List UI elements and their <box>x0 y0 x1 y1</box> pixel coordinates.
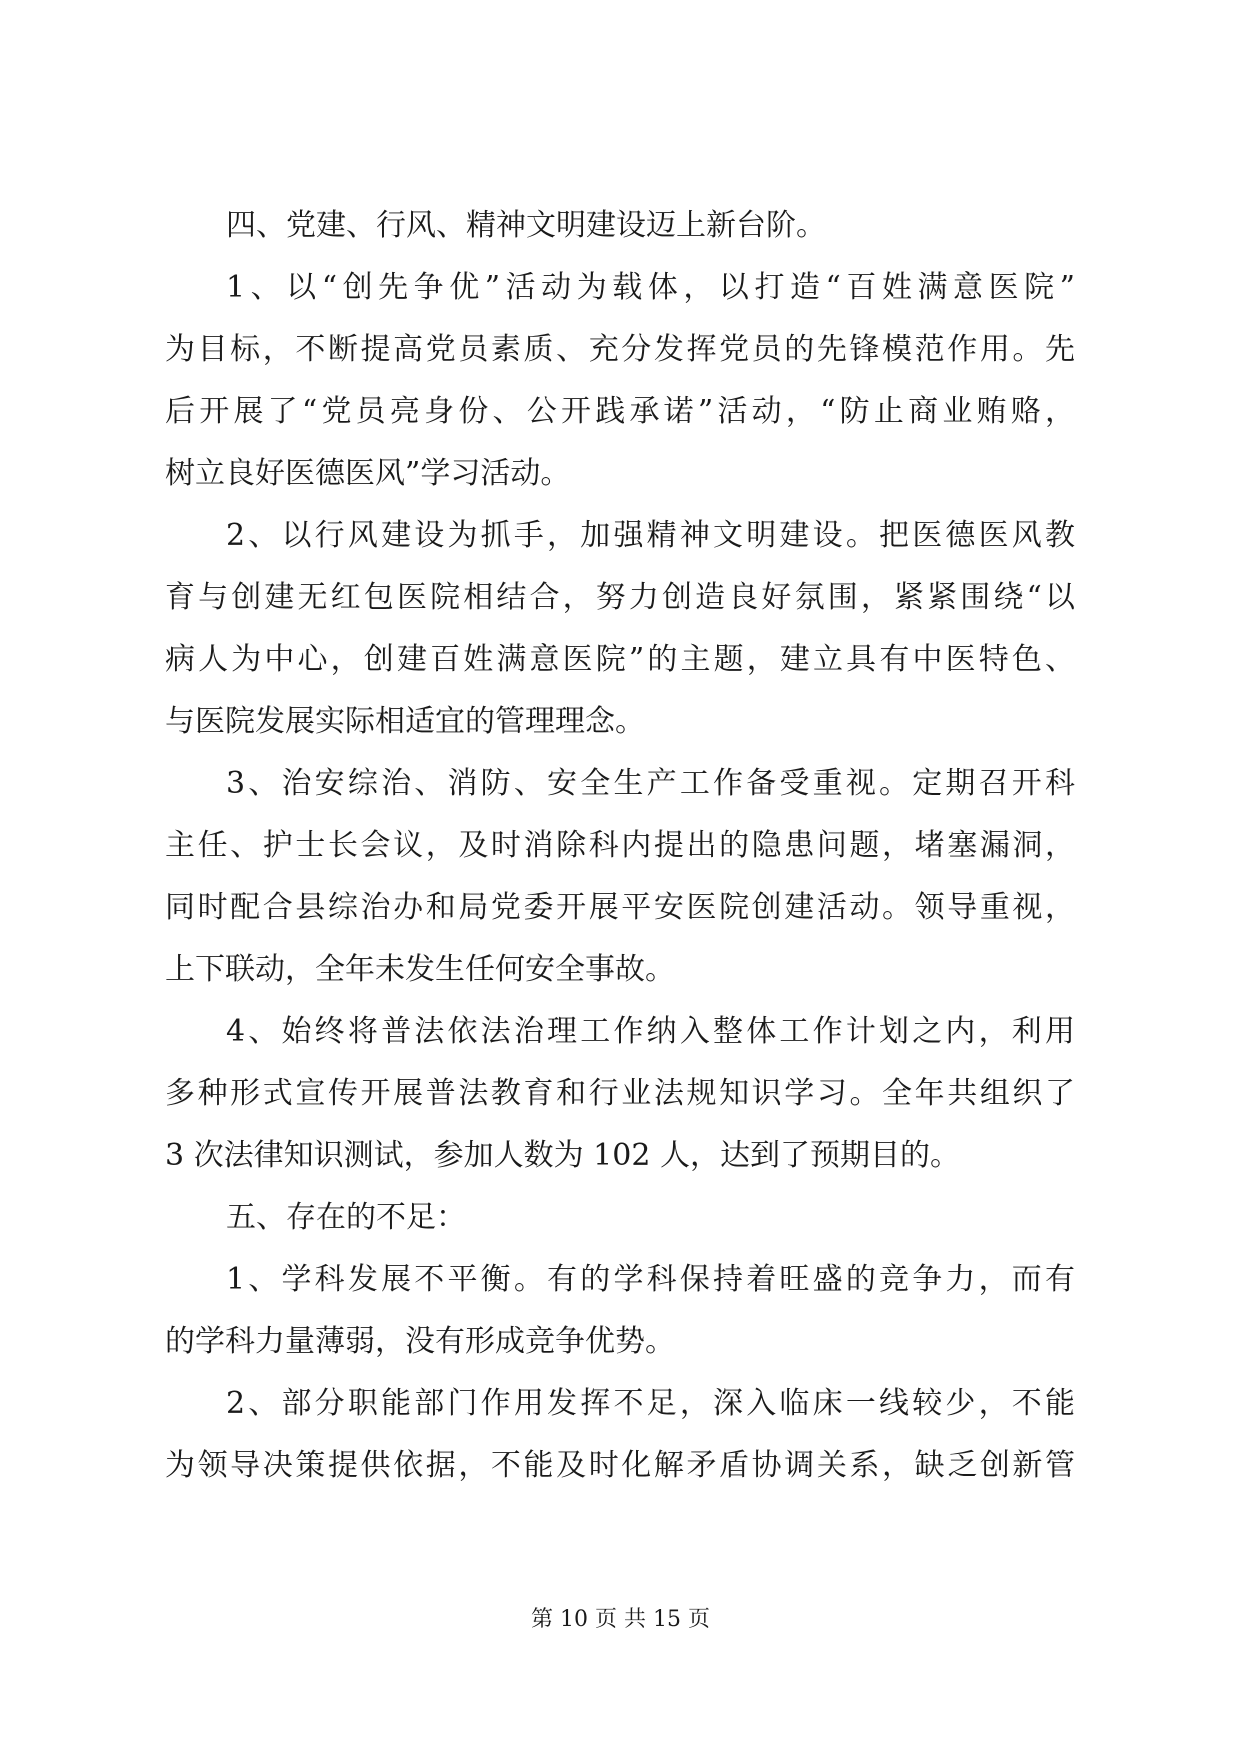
text-line: 病人为中心，创建百姓满意医院”的主题，建立具有中医特色、 <box>165 642 1075 677</box>
text-line: 主任、护士长会议，及时消除科内提出的隐患问题，堵塞漏洞， <box>165 828 1075 863</box>
text-line: 上下联动，全年未发生任何安全事故。 <box>165 952 675 987</box>
text-line: 同时配合县综治办和局党委开展平安医院创建活动。领导重视， <box>165 890 1075 925</box>
text-line: 为领导决策提供依据，不能及时化解矛盾协调关系，缺乏创新管 <box>165 1448 1075 1483</box>
text-line: 2、以行风建设为抓手，加强精神文明建设。把医德医风教 <box>226 518 1075 553</box>
text-line: 多种形式宣传开展普法教育和行业法规知识学习。全年共组织了 <box>165 1076 1075 1111</box>
text-line: 3 次法律知识测试，参加人数为 102 人，达到了预期目的。 <box>165 1138 960 1173</box>
text-line: 的学科力量薄弱，没有形成竞争优势。 <box>165 1324 675 1359</box>
text-line: 1、以“创先争优”活动为载体，以打造“百姓满意医院” <box>226 270 1075 305</box>
text-line: 1、学科发展不平衡。有的学科保持着旺盛的竞争力，而有 <box>226 1262 1075 1297</box>
text-line: 3、治安综治、消防、安全生产工作备受重视。定期召开科 <box>226 766 1075 801</box>
text-line: 与医院发展实际相适宜的管理理念。 <box>165 704 645 739</box>
page-footer: 第 10 页 共 15 页 <box>531 1607 710 1632</box>
text-line: 2、部分职能部门作用发挥不足，深入临床一线较少，不能 <box>226 1386 1075 1421</box>
text-line: 为目标，不断提高党员素质、充分发挥党员的先锋模范作用。先 <box>165 332 1075 367</box>
text-line: 4、始终将普法依法治理工作纳入整体工作计划之内，利用 <box>226 1014 1075 1049</box>
text-line: 后开展了“党员亮身份、公开践承诺”活动，“防止商业贿赂， <box>165 394 1075 429</box>
text-line: 树立良好医德医风”学习活动。 <box>165 456 571 491</box>
text-line: 育与创建无红包医院相结合，努力创造良好氛围，紧紧围绕“以 <box>165 580 1075 615</box>
document-body <box>165 195 1075 1497</box>
text-line: 四、党建、行风、精神文明建设迈上新台阶。 <box>226 208 826 243</box>
text-line: 五、存在的不足： <box>226 1200 466 1235</box>
